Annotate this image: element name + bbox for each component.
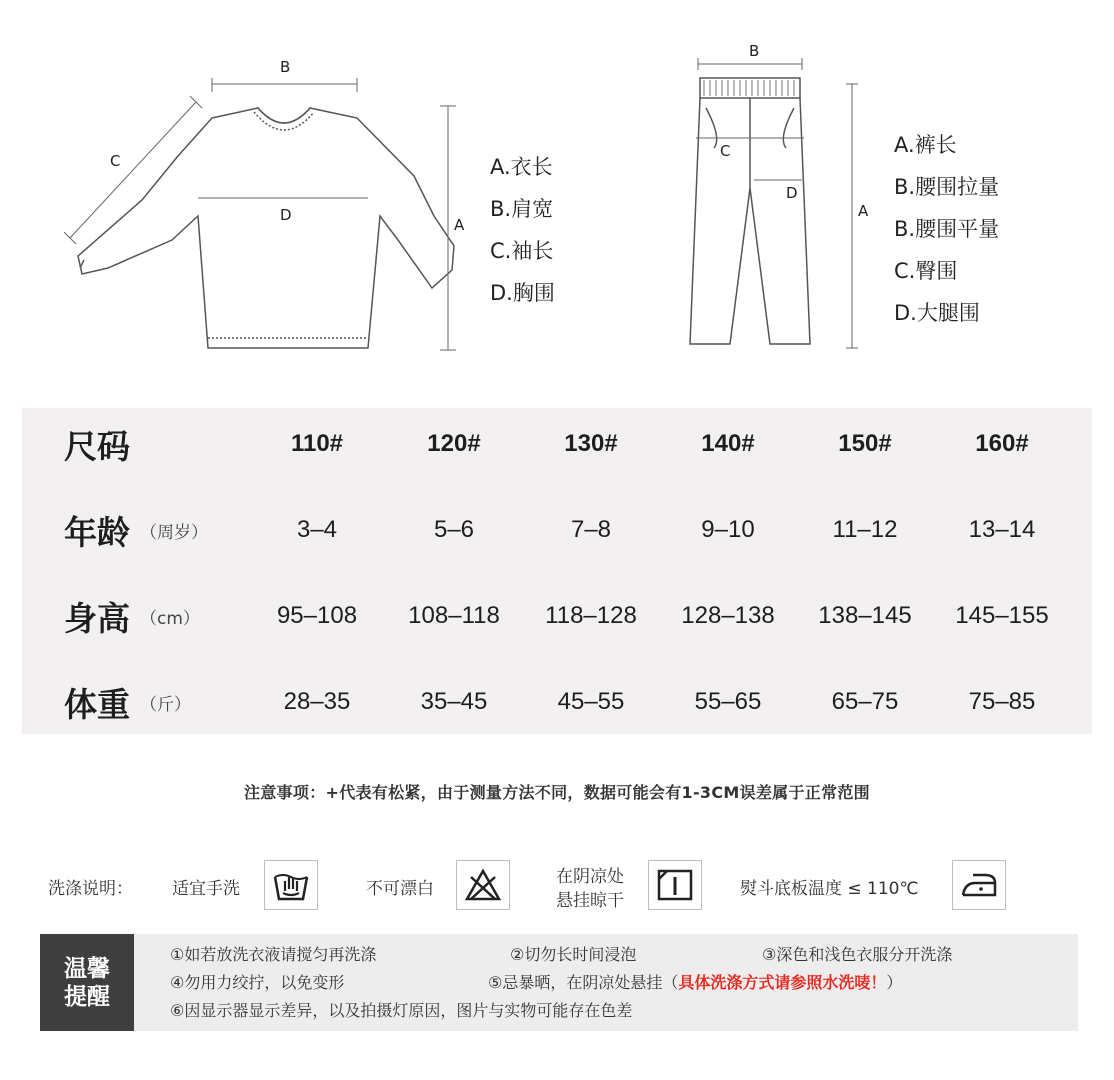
pants-legend-d: D.大腿围 (894, 301, 980, 325)
reminder-item-1: ①如若放洗衣液请搅匀再洗涤 (170, 945, 377, 964)
pants-diagram-icon (662, 38, 902, 363)
table-cell: 110# (290, 430, 344, 457)
shirt-label-c: C (110, 152, 121, 170)
reminder-item-5 (488, 970, 902, 993)
shirt-legend (490, 146, 555, 314)
reminder-item-2: ②切勿长时间浸泡 (510, 945, 637, 964)
reminder-label-line1: 温馨 (64, 955, 110, 982)
measurement-note: 注意事项：+代表有松紧，由于测量方法不同，数据可能会有1-3CM误差属于正常范围 (244, 783, 870, 802)
table-cell: 55–65 (694, 688, 762, 715)
reminder-label-line2: 提醒 (64, 983, 110, 1010)
row-unit: （cm） (140, 608, 200, 629)
reminder-item-6: ⑥因显示器显示差异，以及拍摄灯原因，图片与实物可能存在色差 (170, 1001, 633, 1020)
shirt-legend-b: B.肩宽 (490, 197, 554, 221)
pants-legend-b1: B.腰围拉量 (894, 175, 1000, 199)
table-cell: 160# (975, 430, 1029, 457)
table-cell: 145–155 (955, 602, 1049, 629)
row-header (64, 672, 191, 732)
table-cell: 65–75 (831, 688, 899, 715)
row-title: 年龄 (64, 512, 130, 552)
wash-text-iron: 熨斗底板温度 ≤ 110℃ (740, 879, 919, 899)
shirt-label-d: D (280, 206, 292, 224)
table-row (22, 672, 1092, 732)
table-row (22, 500, 1092, 560)
pants-label-c: C (720, 142, 731, 160)
table-cell: 150# (838, 430, 892, 457)
hand-wash-icon (264, 860, 318, 910)
row-title: 身高 (64, 598, 130, 638)
row-unit: （斤） (140, 694, 191, 715)
reminder-highlight: 具体洗涤方式请参照水洗唛！ (678, 973, 887, 992)
wash-text-hand: 适宜手洗 (172, 879, 240, 899)
pants-legend-c: C.臀围 (894, 259, 958, 283)
row-header (64, 500, 208, 560)
row-header (64, 586, 200, 646)
table-cell: 11–12 (832, 516, 898, 543)
wash-text-bleach: 不可漂白 (366, 879, 434, 899)
no-bleach-icon (456, 860, 510, 910)
table-cell: 7–8 (570, 516, 612, 543)
shirt-label-a: A (454, 216, 465, 234)
table-cell: 138–145 (818, 602, 912, 629)
wash-text-dry-1: 在阴凉处 (556, 867, 624, 887)
hang-dry-icon (648, 860, 702, 910)
table-cell: 108–118 (408, 602, 500, 629)
table-cell: 95–108 (276, 602, 358, 629)
table-cell: 5–6 (433, 516, 475, 543)
table-cell: 3–4 (296, 516, 338, 543)
table-cell: 35–45 (420, 688, 488, 715)
table-cell: 128–138 (681, 602, 775, 629)
pants-label-a: A (858, 202, 869, 220)
shirt-legend-c: C.袖长 (490, 239, 554, 263)
reminder-item-5-text: ⑤忌暴晒，在阴凉处悬挂（ (488, 973, 679, 992)
table-cell: 28–35 (283, 688, 351, 715)
table-cell: 140# (701, 430, 755, 457)
table-cell: 120# (427, 430, 481, 457)
pants-legend-b2: B.腰围平量 (894, 217, 1000, 241)
washing-title: 洗涤说明： (48, 879, 133, 899)
row-title: 尺码 (64, 426, 130, 466)
shirt-label-b: B (280, 58, 291, 76)
reminder-label (40, 934, 134, 1031)
reminder-item-5-close: ） (886, 973, 903, 992)
reminder-box (40, 934, 1078, 1031)
row-title: 体重 (64, 684, 130, 724)
table-cell: 13–14 (968, 516, 1036, 543)
iron-icon (952, 860, 1006, 910)
shirt-legend-a: A.衣长 (490, 155, 553, 179)
reminder-item-3: ③深色和浅色衣服分开洗涤 (762, 945, 953, 964)
row-header (64, 414, 140, 474)
shirt-legend-d: D.胸围 (490, 281, 555, 305)
washing-instructions (48, 856, 1068, 912)
table-row (22, 586, 1092, 646)
row-unit: （周岁） (140, 522, 208, 543)
table-row (22, 414, 1092, 474)
reminder-item-4: ④勿用力绞拧，以免变形 (170, 973, 345, 992)
shirt-diagram-icon (22, 38, 482, 363)
table-cell: 9–10 (701, 516, 755, 543)
table-cell: 118–128 (545, 602, 637, 629)
pants-label-d: D (786, 184, 798, 202)
pants-legend (894, 124, 999, 334)
pants-legend-a: A.裤长 (894, 133, 957, 157)
pants-label-b: B (749, 42, 760, 60)
table-cell: 75–85 (968, 688, 1036, 715)
table-cell: 45–55 (557, 688, 625, 715)
measurement-diagram (22, 38, 1092, 363)
table-cell: 130# (564, 430, 618, 457)
wash-text-dry-2: 悬挂晾干 (556, 891, 624, 911)
size-table (22, 408, 1092, 734)
